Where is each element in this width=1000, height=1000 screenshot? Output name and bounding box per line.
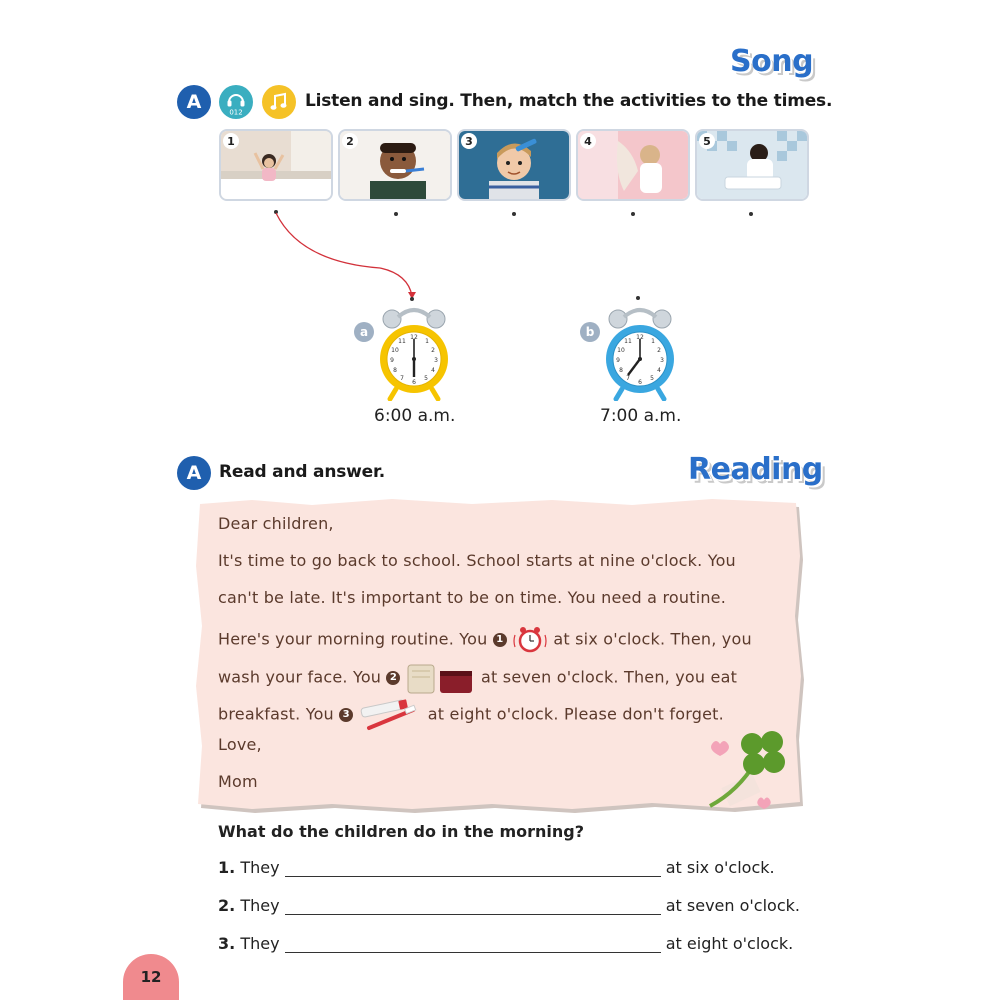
question-title: What do the children do in the morning? <box>218 822 585 841</box>
answer-row-2: 2. They at seven o'clock. <box>218 896 800 915</box>
svg-text:10: 10 <box>391 347 399 354</box>
svg-text:7: 7 <box>626 375 630 382</box>
svg-text:6: 6 <box>638 379 642 386</box>
clothes-icon <box>406 661 476 695</box>
letter-line-5: breakfast. You 3 at eight o'clock. Please don't forget. <box>218 698 724 732</box>
svg-text:6: 6 <box>412 379 416 386</box>
svg-text:8: 8 <box>393 367 397 374</box>
alarm-clock-ringing-icon <box>512 625 548 655</box>
clock-b-time: 7:00 a.m. <box>600 406 682 426</box>
svg-text:11: 11 <box>624 338 632 345</box>
yellow-alarm-clock-icon <box>374 305 454 401</box>
photo-number: 5 <box>699 133 715 149</box>
letter-line-4: wash your face. You 2 at seven o'clock. Then, you eat <box>218 661 737 695</box>
song-section-tag: Song <box>730 44 814 79</box>
svg-text:4: 4 <box>431 367 435 374</box>
photo-number: 3 <box>461 133 477 149</box>
svg-text:3: 3 <box>434 357 438 364</box>
match-dot[interactable] <box>410 297 414 301</box>
audio-code: 012 <box>229 108 243 117</box>
reading-section-tag: Reading <box>688 452 823 487</box>
svg-text:9: 9 <box>616 357 620 364</box>
clock-letter-b: b <box>580 322 600 342</box>
clock-a-time: 6:00 a.m. <box>374 406 456 426</box>
svg-text:2: 2 <box>431 347 435 354</box>
photo-number: 1 <box>223 133 239 149</box>
photo-number: 4 <box>580 133 596 149</box>
letter-closing: Love, <box>218 735 262 754</box>
letter-greeting: Dear children, <box>218 514 334 533</box>
svg-text:5: 5 <box>650 375 654 382</box>
letter-line-1: It's time to go back to school. School starts at nine o'clock. You <box>218 551 736 570</box>
letter-line-2: can't be late. It's important to be on time. You need a routine. <box>218 588 727 607</box>
svg-text:12: 12 <box>410 334 418 341</box>
svg-text:5: 5 <box>424 375 428 382</box>
reading-instruction: Read and answer. <box>219 462 385 482</box>
page-number: 12 <box>123 954 179 1000</box>
clock-letter-a: a <box>354 322 374 342</box>
blue-alarm-clock-icon <box>600 305 680 401</box>
song-instruction: Listen and sing. Then, match the activities to the times. <box>305 91 833 111</box>
match-dot[interactable] <box>636 296 640 300</box>
svg-text:8: 8 <box>619 367 623 374</box>
svg-text:1: 1 <box>425 338 429 345</box>
blank-number-1: 1 <box>493 633 507 647</box>
svg-text:4: 4 <box>657 367 661 374</box>
answer-row-3: 3. They at eight o'clock. <box>218 934 794 953</box>
letter-signature: Mom <box>218 772 258 791</box>
blank-number-3: 3 <box>339 708 353 722</box>
answer-blank-1[interactable] <box>285 858 661 877</box>
svg-text:12: 12 <box>636 334 644 341</box>
svg-text:11: 11 <box>398 338 406 345</box>
answer-blank-3[interactable] <box>285 934 661 953</box>
svg-text:9: 9 <box>390 357 394 364</box>
letter-line-3: Here's your morning routine. You 1 at six o'clock. Then, you <box>218 625 752 655</box>
answer-blank-2[interactable] <box>285 896 661 915</box>
clover-decoration-icon <box>700 720 810 830</box>
blank-number-2: 2 <box>386 671 400 685</box>
photo-number: 2 <box>342 133 358 149</box>
answer-row-1: 1. They at six o'clock. <box>218 858 775 877</box>
toothbrush-toothpaste-icon <box>359 698 423 732</box>
svg-text:10: 10 <box>617 347 625 354</box>
reading-section-badge: A <box>177 456 211 490</box>
svg-text:1: 1 <box>651 338 655 345</box>
svg-text:2: 2 <box>657 347 661 354</box>
svg-text:3: 3 <box>660 357 664 364</box>
song-section-badge: A <box>177 85 211 119</box>
svg-text:7: 7 <box>400 375 404 382</box>
